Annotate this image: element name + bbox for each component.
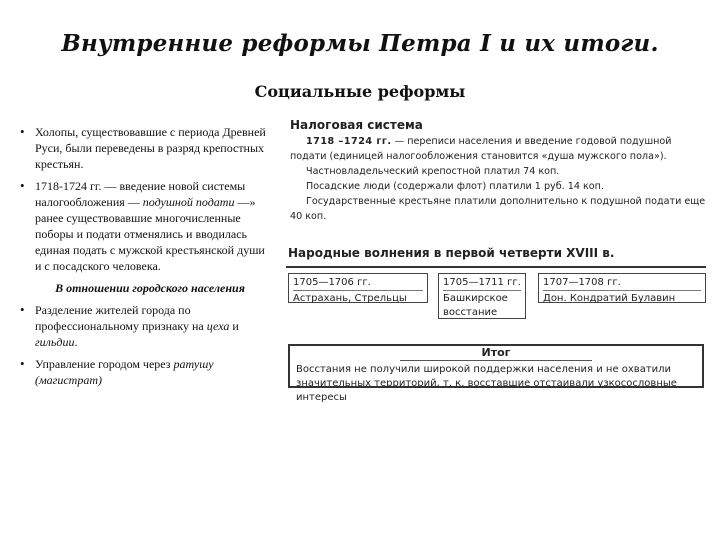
uprising-cell-astrakhan [288,273,428,303]
bullet-city-government [20,356,270,388]
right-info-panel [286,118,706,403]
page-title: Внутренние реформы Петра I и их итоги. [61,30,659,57]
uprisings-title: Народные волнения в первой четверти XVIII в. [288,246,615,260]
tax-line-posad: Посадские люди (содержали флот) платили 1 руб. 14 коп. [306,181,604,192]
bullet-serfs [20,124,270,172]
uprising-date: 1707—1708 гг. [543,276,701,291]
result-text: Восстания не получили широкой поддержки населения и не охватили значительных территорий, т. к. восставшие отстаивали узкосословные интересы [296,364,677,403]
result-box [288,344,704,403]
tax-years: 1718 –1724 гг. [306,136,392,147]
bullet-guilds-term-1: цеха [206,319,230,333]
page-subtitle: Социальные реформы [254,82,466,101]
tax-line-state-peasants: Государственные крестьяне платили дополнительно к подушной подати еще 40 коп. [290,196,706,222]
bullet-city-text-a: Управление городом через [35,357,174,371]
bullet-guilds-term-2: гильдии [35,335,75,349]
bullet-guilds-text-a: Разделение жителей города по профессиональному признаку на [35,303,207,333]
uprising-cell-bashkir [438,273,526,319]
bullet-guilds-text-e: . [74,335,78,349]
tax-system-title: Налоговая система [290,118,423,132]
uprisings-grid [286,266,706,326]
bullet-guilds [20,302,270,350]
bullet-serfs-text: Холопы, существовавшие с периода Древней Руси, были переведены в разряд крепостных крестьян. [35,125,266,171]
tax-line-serf: Частновладельческий крепостной платил 74 коп. [306,166,560,177]
uprising-date: 1705—1711 гг. [443,276,521,291]
tax-system-body [286,134,706,224]
tax-census-text: — переписи населения и введение годовой подушной подати (единицей налогообложения становится «душа мужского пола»). [290,136,672,162]
tax-line-census [290,134,706,164]
left-text-column [20,124,270,394]
result-title: Итог [400,346,592,361]
bullet-city-term: ратушу (магистрат) [35,357,214,387]
bullet-tax-text-a: 1718-1724 гг. — введение новой системы налогообложения — [35,179,246,209]
bullet-tax-term: подушной подати [142,195,235,209]
bullet-tax-text-c: —» ранее существовавшие многочисленные поборы и подати отменялись и вводилась единая подать с мужской крестьянской души и с посадского человека. [35,195,265,273]
uprising-name: Башкирское восстание [443,293,508,318]
bullet-tax-reform [20,178,270,274]
uprising-date: 1705—1706 гг. [293,276,423,291]
city-population-heading: В отношении городского населения [55,281,245,295]
uprisings-section [286,246,706,326]
uprising-cell-bulavin [538,273,706,303]
bullet-guilds-text-c: и [229,319,239,333]
uprising-name: Астрахань, Стрельцы [293,293,407,304]
uprising-name: Дон. Кондратий Булавин [543,293,676,304]
